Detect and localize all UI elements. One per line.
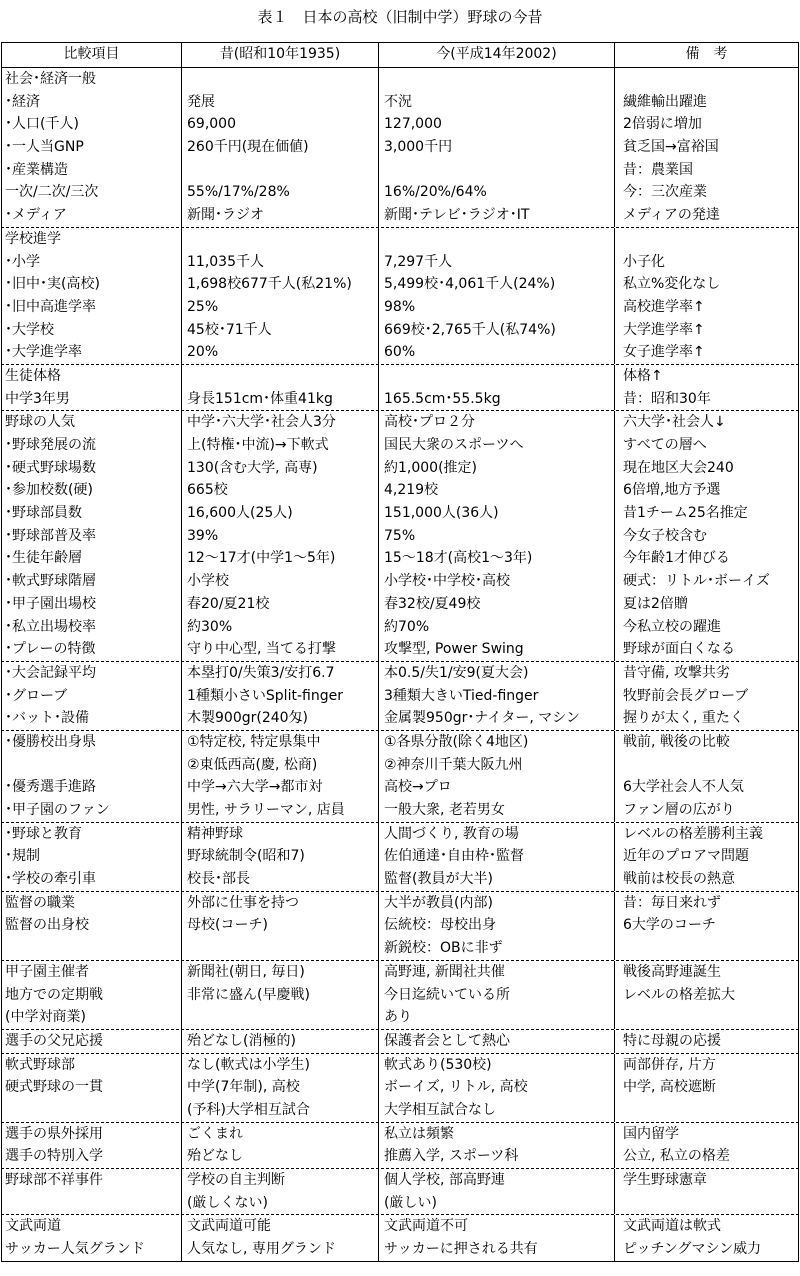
table-cell-present bbox=[378, 1123, 614, 1168]
cell-line: 昔1チーム25名推定 bbox=[623, 505, 748, 522]
cell-line: 15～18才(高校1～3年) bbox=[384, 550, 533, 567]
table-cell-notes bbox=[614, 1054, 799, 1122]
cell-line: 11,035千人 bbox=[187, 253, 264, 270]
cell-line: (予科)大学相互試合 bbox=[187, 1101, 310, 1118]
table-cell-item bbox=[1, 731, 181, 822]
header-cell-notes: 備 考 bbox=[614, 43, 799, 67]
cell-line: 60% bbox=[384, 344, 416, 361]
cell-line: 新聞･ラジオ bbox=[187, 207, 264, 224]
cell-line: 1種類小さいSplit-finger bbox=[187, 687, 343, 704]
table-row-group bbox=[1, 68, 799, 228]
table-cell-past bbox=[181, 731, 378, 822]
cell-line: 12～17才(中学1～5年) bbox=[187, 550, 336, 567]
cell-line: ･生徒年齢層 bbox=[5, 550, 82, 567]
cell-line: ファン層の広がり bbox=[623, 802, 735, 818]
cell-line bbox=[623, 68, 798, 91]
cell-line: 大半が教員(内部) bbox=[384, 894, 493, 911]
cell-line: 殆どなし bbox=[187, 1148, 243, 1165]
table-cell-present bbox=[378, 411, 614, 661]
cell-line: 軟式あり(530校) bbox=[384, 1056, 492, 1073]
cell-line: ･甲子園のファン bbox=[5, 802, 110, 818]
table-cell-past bbox=[181, 892, 378, 960]
table-cell-item bbox=[1, 1215, 181, 1260]
cell-line bbox=[5, 1192, 181, 1215]
cell-line: 約70% bbox=[384, 618, 430, 635]
cell-line: 上(特権･中流)→下軟式 bbox=[187, 437, 329, 453]
cell-line: 新鋭校：OBに非ず bbox=[384, 940, 503, 957]
cell-line: 昔守備, 攻撃共劣 bbox=[623, 664, 730, 681]
cell-line: ･優秀選手進路 bbox=[5, 779, 96, 796]
cell-line: ･軟式野球階層 bbox=[5, 573, 96, 590]
cell-line: 春32校/夏49校 bbox=[384, 595, 481, 612]
table-cell-item bbox=[1, 411, 181, 661]
table-cell-present bbox=[378, 1030, 614, 1053]
cell-line: ･野球部員数 bbox=[5, 505, 82, 522]
cell-line: 軟式野球部 bbox=[5, 1056, 75, 1073]
table-cell-item bbox=[1, 1123, 181, 1168]
cell-line: 文武両道は軟式 bbox=[623, 1218, 721, 1235]
cell-line: 一次/二次/三次 bbox=[5, 184, 99, 201]
cell-line: 選手の特別入学 bbox=[5, 1148, 103, 1165]
table-title: 表１ 日本の高校（旧制中学）野球の今昔 bbox=[257, 8, 543, 26]
cell-line: 地方での定期戦 bbox=[5, 986, 103, 1003]
cell-line: 学校の自主判断 bbox=[187, 1172, 285, 1188]
table-cell-notes bbox=[614, 411, 799, 661]
table-body bbox=[1, 68, 799, 1262]
table-cell-item bbox=[1, 961, 181, 1029]
cell-line: ごくまれ bbox=[187, 1125, 243, 1142]
cell-line: (厳しくない) bbox=[187, 1194, 268, 1211]
cell-line: 約1,000(推定) bbox=[384, 459, 478, 476]
cell-line: 選手の県外採用 bbox=[5, 1125, 103, 1142]
table-cell-notes bbox=[614, 731, 799, 822]
cell-line: 佐伯通達･自由枠･監督 bbox=[384, 848, 524, 865]
cell-line bbox=[623, 228, 798, 251]
cell-line: 生徒体格 bbox=[5, 367, 61, 384]
cell-line: ･大会記録平均 bbox=[5, 664, 96, 681]
cell-line bbox=[187, 159, 378, 182]
table-row-group bbox=[1, 662, 799, 731]
table-row-group bbox=[1, 892, 799, 961]
cell-line: ･産業構造 bbox=[5, 161, 68, 178]
cell-line: 高校→プロ bbox=[384, 779, 452, 796]
cell-line: 4,219校 bbox=[384, 482, 439, 499]
table-cell-past bbox=[181, 1169, 378, 1214]
table-cell-notes bbox=[614, 892, 799, 960]
cell-line: 75% bbox=[384, 527, 416, 544]
cell-line: 選手の父兄応援 bbox=[5, 1032, 103, 1049]
cell-line: 私立%変化なし bbox=[623, 276, 721, 293]
cell-line: 約30% bbox=[187, 618, 233, 635]
table-row-group bbox=[1, 1054, 799, 1123]
cell-line bbox=[623, 1099, 798, 1122]
cell-line: ･バット･設備 bbox=[5, 710, 89, 727]
cell-line: 大学進学率↑ bbox=[623, 321, 705, 338]
cell-line: 硬式野球の一貫 bbox=[5, 1079, 103, 1096]
cell-line: 3,000千円 bbox=[384, 139, 453, 156]
cell-line: ②東低西高(慶, 松商) bbox=[187, 756, 318, 773]
cell-line: 69,000 bbox=[187, 116, 236, 133]
cell-line: 野球統制令(昭和7) bbox=[187, 848, 305, 865]
table-cell-item bbox=[1, 228, 181, 364]
cell-line: 127,000 bbox=[384, 116, 442, 133]
cell-line: ･参加校数(硬) bbox=[5, 482, 93, 499]
cell-line: 小学校 bbox=[187, 573, 229, 590]
table-cell-notes bbox=[614, 1215, 799, 1260]
cell-line: 6倍増,地方予選 bbox=[623, 482, 721, 499]
table-cell-notes bbox=[614, 961, 799, 1029]
cell-line: 殆どなし(消極的) bbox=[187, 1032, 296, 1049]
table-cell-past bbox=[181, 662, 378, 730]
cell-line: 社会･経済一般 bbox=[5, 71, 96, 87]
cell-line: 貧乏国→富裕国 bbox=[623, 139, 719, 156]
cell-line: 男性, サラリーマン, 店員 bbox=[187, 802, 345, 818]
cell-line: 木製900gr(240匁) bbox=[187, 710, 309, 727]
cell-line: 今日迄続いている所 bbox=[384, 986, 510, 1003]
table-row-group bbox=[1, 1215, 799, 1261]
cell-line: ･学校の牽引車 bbox=[5, 871, 96, 888]
table-cell-notes bbox=[614, 228, 799, 364]
table-cell-past bbox=[181, 823, 378, 891]
cell-line: 中学･六大学･社会人3分 bbox=[187, 414, 336, 431]
cell-line: 本塁打0/失策3/安打6.7 bbox=[187, 664, 335, 681]
cell-line: ･経済 bbox=[5, 93, 40, 110]
cell-line: 一般大衆, 老若男女 bbox=[384, 802, 505, 818]
cell-line: 野球が面白くなる bbox=[623, 641, 735, 658]
cell-line: 中学3年男 bbox=[5, 390, 70, 407]
cell-line: 260千円(現在価値) bbox=[187, 139, 309, 156]
table-cell-notes bbox=[614, 365, 799, 410]
cell-line: 夏は2倍贈 bbox=[623, 595, 688, 612]
table-cell-past bbox=[181, 228, 378, 364]
table-cell-item bbox=[1, 365, 181, 410]
table-row-group bbox=[1, 823, 799, 892]
cell-line: 小子化 bbox=[623, 253, 665, 270]
cell-line: サッカーに押される共有 bbox=[384, 1241, 538, 1258]
cell-line bbox=[187, 68, 378, 91]
cell-line bbox=[187, 365, 378, 388]
cell-line: (中学対商業) bbox=[5, 1009, 86, 1026]
cell-line: 国民大衆のスポーツへ bbox=[384, 437, 524, 453]
cell-line bbox=[623, 1192, 798, 1215]
table-cell-present bbox=[378, 228, 614, 364]
table-cell-item bbox=[1, 662, 181, 730]
cell-line: ･野球発展の流 bbox=[5, 437, 96, 453]
cell-line: 文武両道 bbox=[5, 1218, 61, 1235]
cell-line bbox=[384, 228, 614, 251]
cell-line bbox=[384, 159, 614, 182]
cell-line: 金属製950gr･ナイター, マシン bbox=[384, 710, 580, 727]
cell-line: 両部併存, 片方 bbox=[623, 1056, 716, 1073]
table-cell-past bbox=[181, 1030, 378, 1053]
cell-line: 669校･2,765千人(私74%) bbox=[384, 321, 556, 338]
cell-line: ･優勝校出身県 bbox=[5, 733, 96, 750]
cell-line bbox=[623, 754, 798, 777]
cell-line: 六大学･社会人↓ bbox=[623, 414, 726, 431]
cell-line: 高校進学率↑ bbox=[623, 298, 705, 315]
table-row-group bbox=[1, 365, 799, 411]
cell-line: レベルの格差拡大 bbox=[623, 986, 735, 1003]
table-cell-present bbox=[378, 1169, 614, 1214]
cell-line bbox=[623, 1006, 798, 1029]
cell-line: 人気なし, 専用グランド bbox=[187, 1241, 336, 1258]
cell-line: 165.5cm･55.5kg bbox=[384, 390, 501, 407]
cell-line: 外部に仕事を持つ bbox=[187, 894, 299, 911]
cell-line: ･規制 bbox=[5, 848, 40, 865]
cell-line: 体格↑ bbox=[623, 367, 663, 384]
cell-line: 戦前は校長の熱意 bbox=[623, 871, 735, 888]
cell-line: 個人学校, 部高野連 bbox=[384, 1172, 505, 1188]
cell-line: 3種類大きいTied-finger bbox=[384, 687, 539, 704]
cell-line: 国内留学 bbox=[623, 1125, 679, 1142]
cell-line: 7,297千人 bbox=[384, 253, 453, 270]
cell-line: 今私立校の躍進 bbox=[623, 618, 721, 635]
table-cell-present bbox=[378, 1054, 614, 1122]
table-cell-item bbox=[1, 68, 181, 227]
cell-line: 高校･プロ２分 bbox=[384, 414, 475, 431]
cell-line: 保護者会として熱心 bbox=[384, 1032, 510, 1049]
comparison-table bbox=[1, 42, 799, 1262]
table-row-group bbox=[1, 1169, 799, 1215]
table-cell-present bbox=[378, 68, 614, 227]
cell-line: 6大学のコーチ bbox=[623, 917, 716, 934]
table-cell-notes bbox=[614, 68, 799, 227]
cell-line bbox=[5, 1099, 181, 1122]
cell-line: 大学相互試合なし bbox=[384, 1101, 496, 1118]
table-cell-item bbox=[1, 823, 181, 891]
cell-line: ･甲子園出場校 bbox=[5, 595, 96, 612]
cell-line: 戦前, 戦後の比較 bbox=[623, 733, 730, 750]
table-row-group bbox=[1, 411, 799, 662]
cell-line: 監督の出身校 bbox=[5, 917, 89, 934]
cell-line: 攻撃型, Power Swing bbox=[384, 641, 524, 658]
table-row-group bbox=[1, 1123, 799, 1169]
header-cell-present: 今(平成14年2002) bbox=[378, 43, 614, 67]
cell-line: 非常に盛ん(早慶戦) bbox=[187, 986, 310, 1003]
table-cell-notes bbox=[614, 1169, 799, 1214]
cell-line: 校長･部長 bbox=[187, 871, 250, 888]
cell-line: 高野連, 新聞社共催 bbox=[384, 963, 505, 980]
table-header-row bbox=[1, 42, 799, 68]
cell-line: 硬式：リトル･ボーイズ bbox=[623, 573, 770, 590]
cell-line: 文武両道可能 bbox=[187, 1218, 271, 1235]
cell-line: 98% bbox=[384, 298, 416, 315]
cell-line: 665校 bbox=[187, 482, 228, 499]
cell-line: 学生野球憲章 bbox=[623, 1172, 707, 1188]
cell-line bbox=[187, 937, 378, 960]
cell-line: 45校･71千人 bbox=[187, 321, 272, 338]
cell-line: 伝統校：母校出身 bbox=[384, 917, 496, 934]
cell-line: ボーイズ, リトル, 高校 bbox=[384, 1079, 528, 1096]
table-cell-present bbox=[378, 961, 614, 1029]
cell-line: 守り中心型, 当てる打撃 bbox=[187, 641, 336, 658]
cell-line: 39% bbox=[187, 527, 219, 544]
cell-line: なし(軟式は小学生) bbox=[187, 1056, 310, 1073]
table-cell-present bbox=[378, 892, 614, 960]
cell-line: 1,698校677千人(私21%) bbox=[187, 276, 352, 293]
cell-line: 現在地区大会240 bbox=[623, 459, 734, 476]
cell-line: 昔：毎日来れず bbox=[623, 894, 721, 911]
cell-line: 女子進学率↑ bbox=[623, 344, 705, 361]
cell-line: 戦後高野連誕生 bbox=[623, 963, 721, 980]
cell-line: 今年齢1才伸びる bbox=[623, 550, 730, 567]
cell-line: 近年のプロアマ問題 bbox=[623, 848, 749, 865]
cell-line: ･大学校 bbox=[5, 321, 54, 338]
cell-line: 春20/夏21校 bbox=[187, 595, 270, 612]
cell-line: 野球の人気 bbox=[5, 414, 75, 431]
cell-line: 今女子校含む bbox=[623, 527, 707, 544]
table-row-group bbox=[1, 961, 799, 1030]
table-cell-notes bbox=[614, 1030, 799, 1053]
cell-line: 文武両道不可 bbox=[384, 1218, 468, 1235]
table-cell-notes bbox=[614, 823, 799, 891]
header-cell-past: 昔(昭和10年1935) bbox=[181, 43, 378, 67]
cell-line: ･旧中･実(高校) bbox=[5, 276, 100, 293]
cell-line: 監督の職業 bbox=[5, 894, 75, 911]
cell-line: 今：三次産業 bbox=[623, 184, 707, 201]
cell-line: 中学, 高校遮断 bbox=[623, 1079, 716, 1096]
cell-line: 5,499校･4,061千人(24%) bbox=[384, 276, 556, 293]
cell-line: 小学校･中学校･高校 bbox=[384, 573, 510, 590]
cell-line bbox=[384, 365, 614, 388]
cell-line: 監督(教員が大半) bbox=[384, 871, 493, 888]
cell-line: 6大学社会人不人気 bbox=[623, 779, 744, 796]
cell-line: ･プレーの特徴 bbox=[5, 641, 96, 658]
cell-line: ①各県分散(除く4地区) bbox=[384, 733, 529, 750]
cell-line: 本0.5/失1/安9(夏大会) bbox=[384, 664, 529, 681]
cell-line: 精神野球 bbox=[187, 825, 243, 842]
table-cell-present bbox=[378, 365, 614, 410]
cell-line: ･私立出場校率 bbox=[5, 618, 96, 635]
cell-line bbox=[623, 937, 798, 960]
cell-line: ･野球部普及率 bbox=[5, 527, 96, 544]
table-row-group bbox=[1, 228, 799, 365]
table-cell-past bbox=[181, 411, 378, 661]
cell-line: 16%/20%/64% bbox=[384, 184, 487, 201]
table-cell-item bbox=[1, 1169, 181, 1214]
table-cell-present bbox=[378, 823, 614, 891]
cell-line: (厳しい) bbox=[384, 1194, 437, 1211]
cell-line: 2倍弱に増加 bbox=[623, 116, 702, 133]
cell-line bbox=[187, 228, 378, 251]
cell-line: ･旧中高進学率 bbox=[5, 298, 96, 315]
table-cell-past bbox=[181, 1054, 378, 1122]
cell-line: 牧野前会長グローブ bbox=[623, 687, 749, 704]
table-cell-past bbox=[181, 961, 378, 1029]
cell-line bbox=[384, 68, 614, 91]
cell-line: 16,600人(25人) bbox=[187, 505, 293, 522]
cell-line: 発展 bbox=[187, 93, 215, 110]
cell-line: ･グローブ bbox=[5, 687, 68, 704]
cell-line: ②神奈川千葉大阪九州 bbox=[384, 756, 523, 773]
cell-line: メディアの発達 bbox=[623, 207, 720, 224]
cell-line: ･メディア bbox=[5, 207, 67, 224]
cell-line: 不況 bbox=[384, 93, 412, 110]
cell-line: 学校進学 bbox=[5, 230, 61, 247]
cell-line: 中学→六大学→都市対 bbox=[187, 779, 323, 796]
cell-line bbox=[5, 937, 181, 960]
table-cell-present bbox=[378, 731, 614, 822]
table-cell-notes bbox=[614, 1123, 799, 1168]
table-cell-past bbox=[181, 1123, 378, 1168]
header-cell-item: 比較項目 bbox=[1, 43, 181, 67]
cell-line: 人間づくり, 教育の場 bbox=[384, 825, 519, 842]
table-cell-present bbox=[378, 662, 614, 730]
cell-line: 特に母親の応援 bbox=[623, 1032, 721, 1049]
cell-line bbox=[187, 1006, 378, 1029]
cell-line: ･硬式野球場数 bbox=[5, 459, 96, 476]
cell-line: サッカー人気グランド bbox=[5, 1241, 145, 1258]
cell-line: 私立は頻繁 bbox=[384, 1125, 454, 1142]
table-row-group bbox=[1, 731, 799, 823]
table-row-group bbox=[1, 1030, 799, 1054]
table-cell-present bbox=[378, 1215, 614, 1260]
cell-line: 野球部不祥事件 bbox=[5, 1172, 103, 1188]
cell-line: 甲子園主催者 bbox=[5, 963, 89, 980]
cell-line: 身長151cm･体重41kg bbox=[187, 390, 333, 407]
cell-line: 中学(7年制), 高校 bbox=[187, 1079, 300, 1096]
cell-line: 151,000人(36人) bbox=[384, 505, 499, 522]
cell-line: 昔：農業国 bbox=[623, 161, 693, 178]
table-cell-past bbox=[181, 68, 378, 227]
table-cell-item bbox=[1, 892, 181, 960]
cell-line: 繊維輸出躍進 bbox=[623, 93, 707, 110]
cell-line: 130(含む大学, 高専) bbox=[187, 459, 318, 476]
cell-line: ･野球と教育 bbox=[5, 825, 82, 842]
cell-line: 新聞･テレビ･ラジオ･IT bbox=[384, 207, 530, 224]
table-cell-past bbox=[181, 365, 378, 410]
cell-line: 昔：昭和30年 bbox=[623, 390, 711, 407]
cell-line: レベルの格差勝利主義 bbox=[623, 825, 763, 842]
cell-line: すべての層へ bbox=[623, 437, 707, 453]
cell-line: 母校(コーチ) bbox=[187, 917, 268, 934]
cell-line: ･人口(千人) bbox=[5, 116, 79, 133]
cell-line: ･小学 bbox=[5, 253, 40, 270]
cell-line: 推薦入学, スポーツ科 bbox=[384, 1148, 519, 1165]
table-cell-notes bbox=[614, 662, 799, 730]
cell-line: 新聞社(朝日, 毎日) bbox=[187, 963, 305, 980]
cell-line: ･一人当GNP bbox=[5, 139, 84, 156]
cell-line: 公立, 私立の格差 bbox=[623, 1148, 730, 1165]
cell-line: あり bbox=[384, 1009, 412, 1026]
cell-line: 55%/17%/28% bbox=[187, 184, 290, 201]
cell-line: 25% bbox=[187, 298, 219, 315]
cell-line bbox=[5, 754, 181, 777]
cell-line: ①特定校, 特定県集中 bbox=[187, 733, 321, 750]
table-cell-past bbox=[181, 1215, 378, 1260]
table-cell-item bbox=[1, 1030, 181, 1053]
cell-line: ･大学進学率 bbox=[5, 344, 82, 361]
cell-line: ピッチングマシン威力 bbox=[623, 1241, 762, 1258]
cell-line: 握りが太く, 重たく bbox=[623, 710, 744, 727]
table-cell-item bbox=[1, 1054, 181, 1122]
cell-line: 20% bbox=[187, 344, 219, 361]
